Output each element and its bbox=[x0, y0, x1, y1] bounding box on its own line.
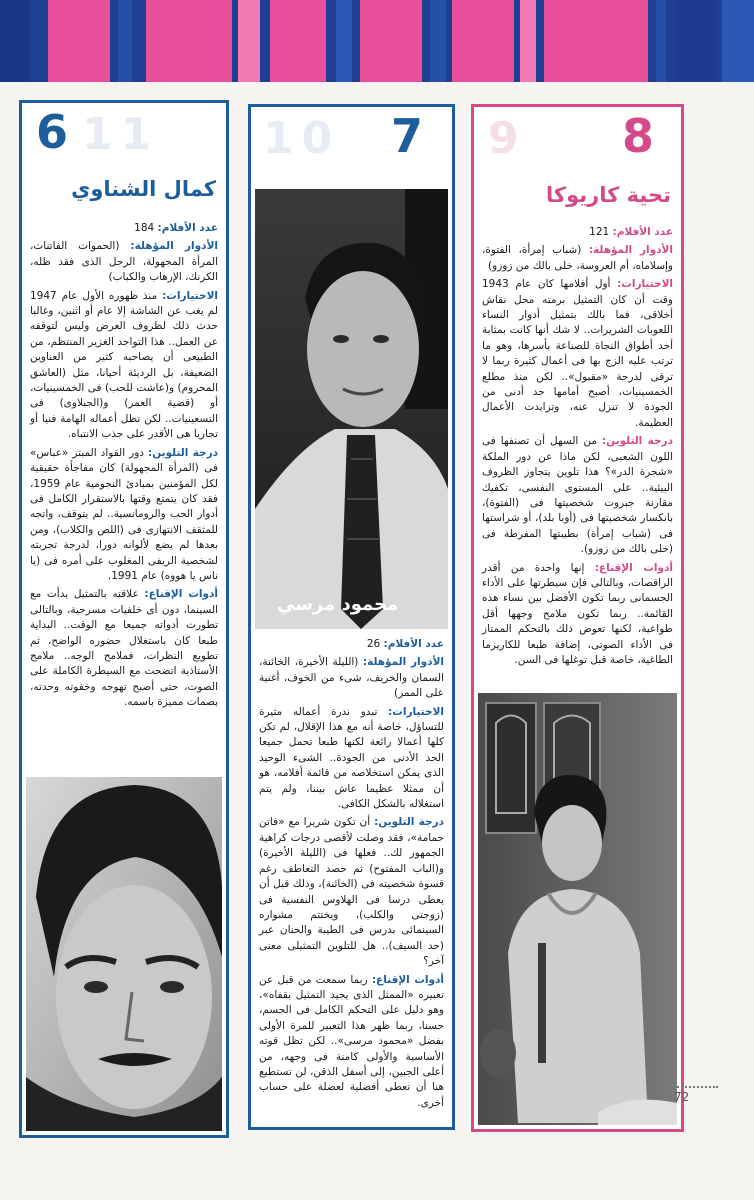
rank-number: 7 bbox=[391, 109, 424, 163]
article-text bbox=[30, 221, 218, 714]
actor-photo bbox=[478, 693, 677, 1125]
choices-label: الاختيارات: bbox=[388, 705, 444, 718]
roles-text: (شباب إمرأة، الفتوة، وإسلاماه، أم العروسة، خلى بالك من زوزو) bbox=[482, 244, 673, 272]
tools-label: أدوات الإقناع: bbox=[371, 973, 444, 986]
coloring-label: درجة التلوين: bbox=[374, 816, 444, 829]
tools-label: أدوات الإقناع: bbox=[144, 588, 218, 601]
coloring-label: درجة التلوين: bbox=[601, 435, 673, 448]
films-label: عدد الأفلام: bbox=[612, 226, 673, 238]
top-color-band bbox=[0, 0, 754, 82]
photo-caption: محمود مرسي bbox=[277, 594, 399, 615]
coloring-text: أن تكون شريرا مع «فاتن حمامة»، فقد وصلت لأقصى درجات كراهية الجمهور لك.. فعلها فى (الليلة الأخيرة) و(الباب المفتوح) ثم حصد التعاطف رغم قسوة شخصيته فى (الخائنة)، وذلك قبل أن يعطى درسا فى الهلاوس النفسية فى (زوجتى والكلب)، ويختتم مشواره السينمائى بدرس فى الطيبة والحنان عبر (حد السيف).. هل للتلوين التمثيلى معنى آخر؟ bbox=[259, 816, 444, 968]
roles-text: (الليلة الأخيرة، الخائنة، السمان والخريف، شىء من الخوف، أغنية على الممر) bbox=[259, 656, 444, 700]
column-rank-8 bbox=[471, 104, 684, 1132]
coloring-text: من السهل أن تصنفها فى اللون الشعبى، لكن ماذا عن دور الملكة «شجرة الدر»؟ هذا تلوين يتجاوز الظروف البيئية.. على المستوى النفسى، تكفيك مقارنة جبروت شخصيتها فى (الفتوة)، بانكسار شخصيتها فى (أوبا بلد)، أو شراستها فى (شباب إمرأة) بطيبتها المفرطة فى (خلى بالك من زوزو). bbox=[482, 435, 673, 556]
article-text bbox=[259, 637, 444, 1114]
actor-photo bbox=[26, 777, 222, 1131]
rank-header: 9 8 bbox=[488, 109, 655, 164]
column-rank-6 bbox=[19, 100, 229, 1138]
coloring-label: درجة التلوين: bbox=[148, 446, 219, 459]
tools-text: ربما سمعت من قبل عن تعبيره «الممثل الذى يجيد التمثيل بقفاه»، وهو دليل على التحكم الكامل فى الجسم، حسنا، ربما ظهر هذا التعبير للمرة الأولى بفضل «محمود مرسى».. لكن تظل قوته الأساسية والأولى كامنة فى وجهه، من أعلى الجبين، إلى أسفل الذقن، لن تستطيع هنا أن تعطى أفضلية لعضلة على حساب أخرى. bbox=[259, 973, 444, 1109]
choices-label: الاختيارات: bbox=[617, 278, 673, 291]
coloring-text: دور القواد المبتز «عباس» فى (المرأة المجهولة) كان مفاجأة حقيقية لكل المؤمنين بمبادئ النجومية عام 1959، فقد كان يتمتع وقتها بالاستقرار الكامل فى أدوار الحب والرومانسية.. لم يتوقف، واتجه للمثقف الانتهازى فى (اللص والكلاب)، ومن بعدها لم يضع لألوانه دورا، لدرجة تجربته لشخصية الريفى المغلوب على أمره فى (يا ناس يا هووه) عام 1991. bbox=[30, 446, 218, 582]
choices-label: الاختيارات: bbox=[162, 289, 218, 302]
roles-label: الأدوار المؤهلة: bbox=[588, 244, 673, 257]
tools-text: علاقته بالتمثيل بدأت مع السينما، دون أى خلفيات مسرحية، وبالتالى تطورت أدواته جميعا مع الوقت.. البداية طبعا كان باستغلال حضوره الواضح، ثم تطويع النظرات، فملامح الوجه.. ملامح الأستاذية اتضحت مع السيطرة الكاملة على الصوت، حتى أصبح تهوجه وخفوته وحدته، بصمات مميزة باسمه. bbox=[30, 588, 218, 709]
rank-number: 6 bbox=[36, 105, 69, 159]
roles-label: الأدوار المؤهلة: bbox=[130, 240, 218, 253]
tools-label: أدوات الإقناع: bbox=[594, 561, 673, 574]
roles-label: الأدوار المؤهلة: bbox=[362, 656, 444, 669]
choices-text: أول أفلامها كان عام 1943 وقت أن كان التمثيل برمته محل نقاش أخلاقى، فما بالك بتمثيل أدوار النساء اللعوبات الشريرات.. لا شك أنها كانت بمثابة أحد أطواق النجاة للصناعة بأسرها، وهو ما ترتب عليه الزج بها فى أعمال كثيرة ربما لا ترقى لدرجة «مقبول».. لكن منذ مطلع الخمسينيات، أصبح أمامها حد أدنى من الجودة لا تنزل عنه، وتزايدت الأعمال العظيمة. bbox=[482, 278, 673, 429]
rank-number: 8 bbox=[622, 109, 655, 163]
actor-name: تحية كاريوكا bbox=[546, 183, 671, 207]
rank-header: 10 7 bbox=[263, 109, 424, 164]
article-text bbox=[482, 225, 673, 671]
films-value: 184 bbox=[134, 222, 155, 234]
rank-header: 11 6 bbox=[36, 105, 160, 160]
choices-text: منذ ظهوره الأول عام 1947 لم يغب عن الشاشة إلا عام أو اثنين، وغالبا حدث ذلك لظروف العرض وليس لتوقفه عن العمل.. هذا التواجد الغزير المنتظم، من الطبيعى أن يصاحبه كثير من العناوين الضعيفة، بل الرديئة أحيانا، مثل (العاشق المحروم) و(عاشت للحب) فى الخمسينيات، أو (قضية العمر) و(الجبلاوى) فى التسعينيات.. لكن تظل أعماله الهامة فنيا أو تجاريا هى الأقدر على جذب الانتباه. bbox=[30, 289, 218, 441]
choices-text: تبدو ندرة أعماله مثيرة للتساؤل، خاصة أنه مع هذا الإقلال، لم تكن كلها أعمالا رائعة لكنها طبعا تحمل جميعا الحد الأدنى من الجودة.. الشىء الوحيد الذى يمكن استخلاصه من قائمة أفلامه، هو أن ممثلا عظيما عاش بيننا، ولم يتم استغلاله بالشكل الكافى. bbox=[259, 705, 444, 811]
tools-text: إنها واحدة من أقدر الراقصات، وبالتالى فإن سيطرتها على الأداء الجسمانى ربما تكون الأفضل بين نساء هذه القائمة.. ربما تكون ملامح وجهها أقل طواعية، لكنها تعوض ذلك بالتحكم الممتاز فى الأداء الصوتى، إضافة طبعا للكاريزما الطاغية، خاصة قبل توغلها فى السن. bbox=[482, 561, 673, 666]
films-value: 121 bbox=[589, 226, 610, 238]
actor-photo bbox=[255, 189, 448, 629]
films-value: 26 bbox=[366, 638, 381, 650]
column-rank-7 bbox=[248, 104, 455, 1130]
page-number: 72 bbox=[674, 1086, 718, 1104]
films-label: عدد الأفلام: bbox=[157, 222, 218, 234]
films-label: عدد الأفلام: bbox=[383, 638, 444, 650]
actor-name: كمال الشناوي bbox=[71, 177, 216, 201]
roles-text: (الحموات الفاتنات، المرأة المجهولة، الرجل الذى فقد ظله، الكرنك، الإرهاب والكباب) bbox=[30, 240, 218, 284]
